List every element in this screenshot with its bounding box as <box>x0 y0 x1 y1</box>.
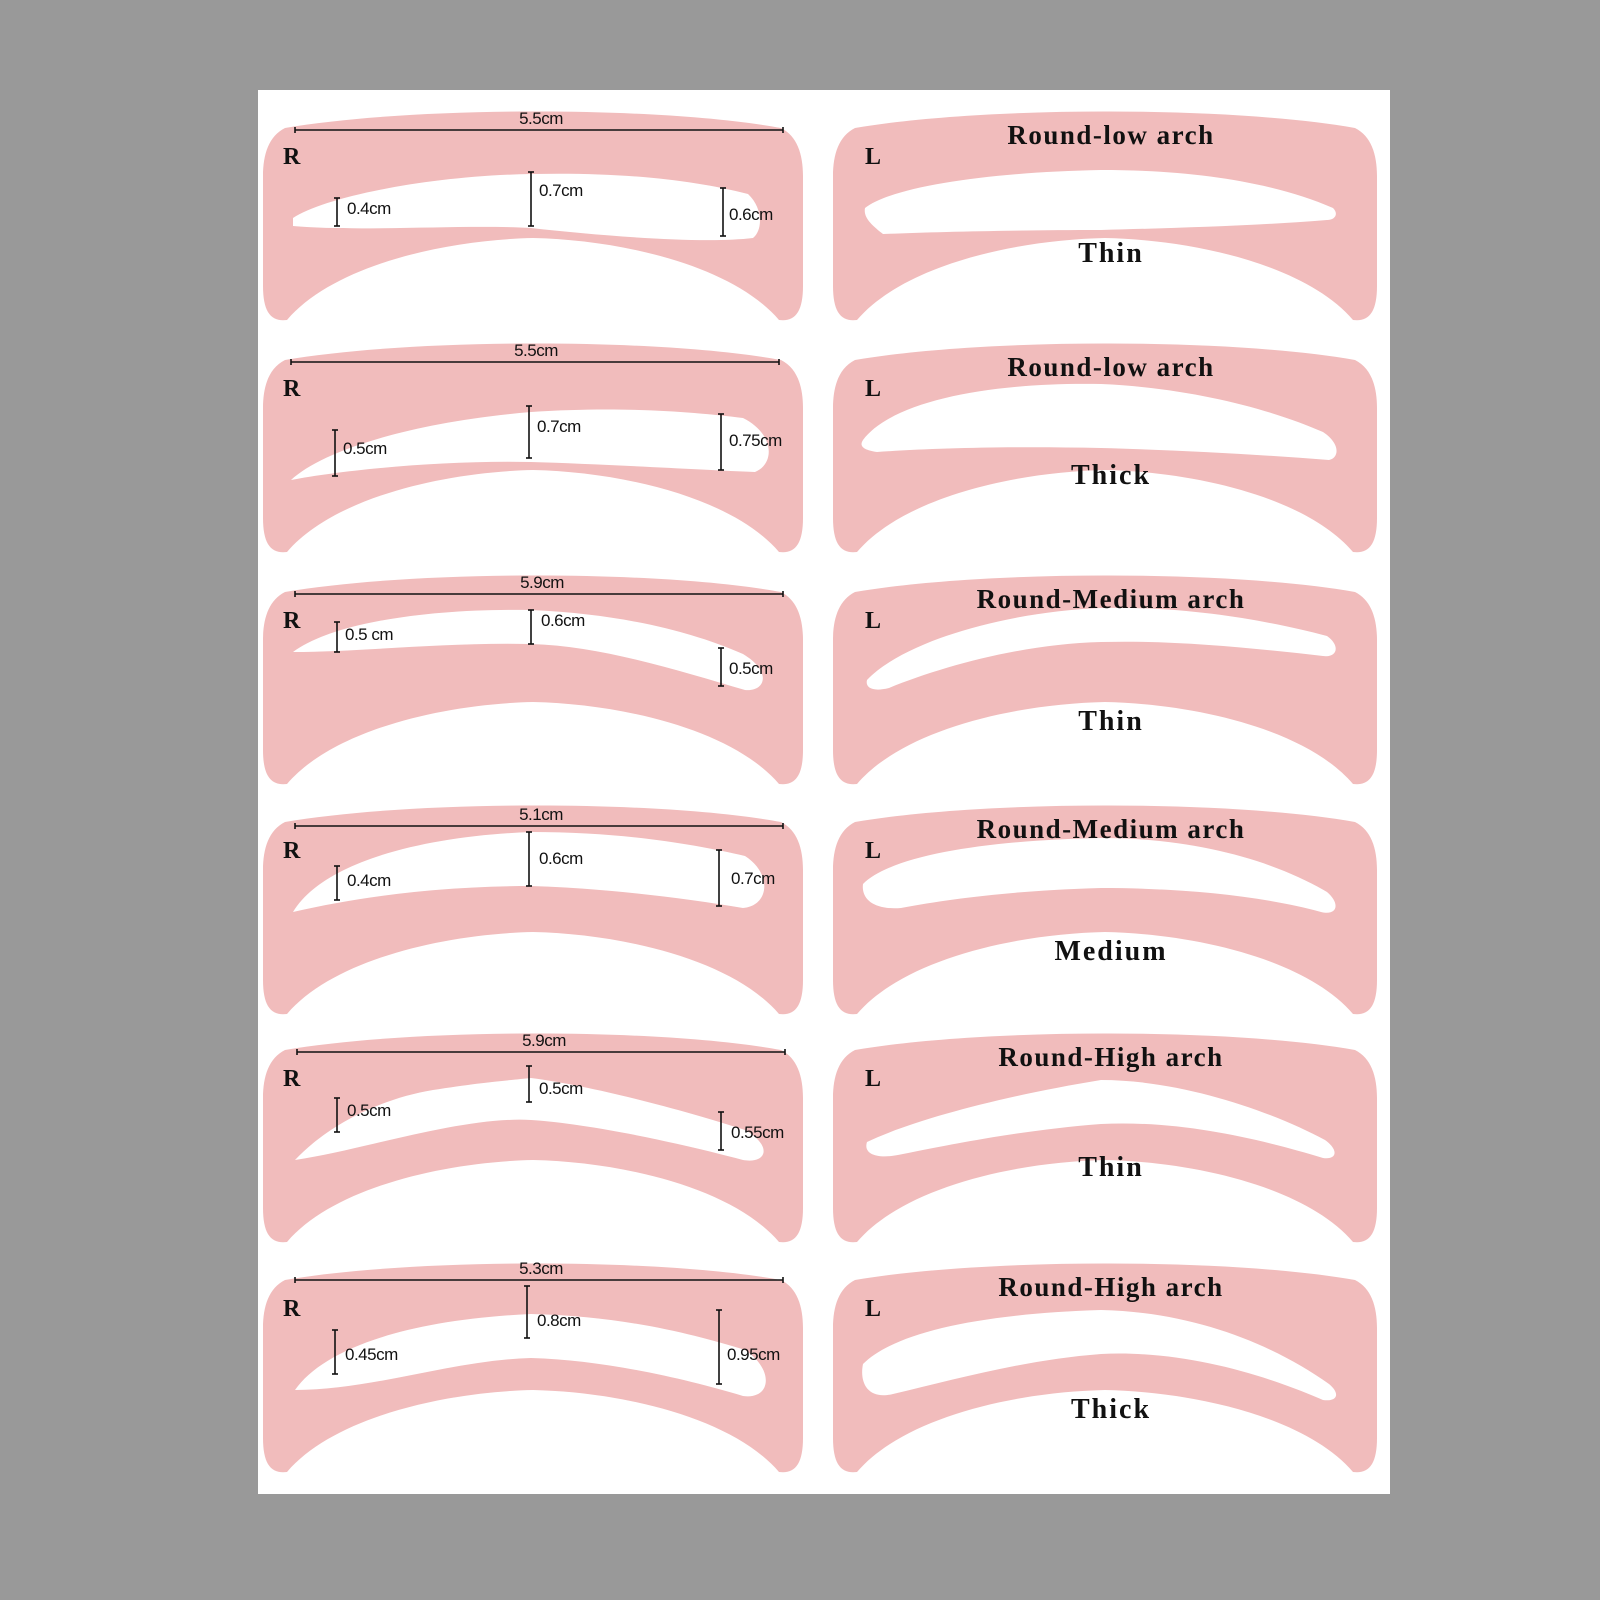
height-label: 0.8cm <box>537 1311 581 1330</box>
height-label: 0.4cm <box>347 871 391 890</box>
height-label: 0.5 cm <box>345 625 394 644</box>
thickness-label: Thick <box>1070 460 1152 491</box>
height-label: 0.55cm <box>731 1123 784 1142</box>
thickness-label: Thick <box>1070 1394 1152 1425</box>
height-label: 0.6cm <box>539 849 583 868</box>
side-letter-R: R <box>283 376 301 402</box>
thickness-label: Thin <box>1078 238 1144 269</box>
height-label: 0.6cm <box>541 611 585 630</box>
height-label: 0.95cm <box>727 1345 780 1364</box>
side-letter-R: R <box>283 608 301 634</box>
side-letter-L: L <box>865 838 882 864</box>
side-letter-L: L <box>865 1066 882 1092</box>
side-letter-R: R <box>283 144 301 170</box>
thickness-label: Thin <box>1078 1152 1144 1183</box>
height-label: 0.6cm <box>729 205 773 224</box>
side-letter-L: L <box>865 144 882 170</box>
height-label: 0.7cm <box>537 417 581 436</box>
height-label: 0.5cm <box>729 659 773 678</box>
width-label: 5.3cm <box>519 1259 563 1278</box>
height-label: 0.7cm <box>539 181 583 200</box>
side-letter-L: L <box>865 1296 882 1322</box>
arch-type-label: Round-Medium arch <box>976 814 1246 844</box>
width-label: 5.5cm <box>519 109 563 128</box>
height-label: 0.7cm <box>731 869 775 888</box>
height-label: 0.45cm <box>345 1345 398 1364</box>
side-letter-R: R <box>283 1066 301 1092</box>
thickness-label: Medium <box>1054 936 1168 967</box>
height-label: 0.5cm <box>343 439 387 458</box>
height-label: 0.75cm <box>729 431 782 450</box>
arch-type-label: Round-low arch <box>1007 352 1215 382</box>
arch-type-label: Round-low arch <box>1007 120 1215 150</box>
width-label: 5.5cm <box>514 341 558 360</box>
arch-type-label: Round-Medium arch <box>976 584 1246 614</box>
side-letter-R: R <box>283 838 301 864</box>
height-label: 0.4cm <box>347 199 391 218</box>
side-letter-L: L <box>865 608 882 634</box>
height-label: 0.5cm <box>539 1079 583 1098</box>
width-label: 5.9cm <box>520 573 564 592</box>
side-letter-L: L <box>865 376 882 402</box>
arch-type-label: Round-High arch <box>998 1042 1224 1072</box>
arch-type-label: Round-High arch <box>998 1272 1224 1302</box>
width-label: 5.9cm <box>522 1031 566 1050</box>
width-label: 5.1cm <box>519 805 563 824</box>
thickness-label: Thin <box>1078 706 1144 737</box>
side-letter-R: R <box>283 1296 301 1322</box>
height-label: 0.5cm <box>347 1101 391 1120</box>
